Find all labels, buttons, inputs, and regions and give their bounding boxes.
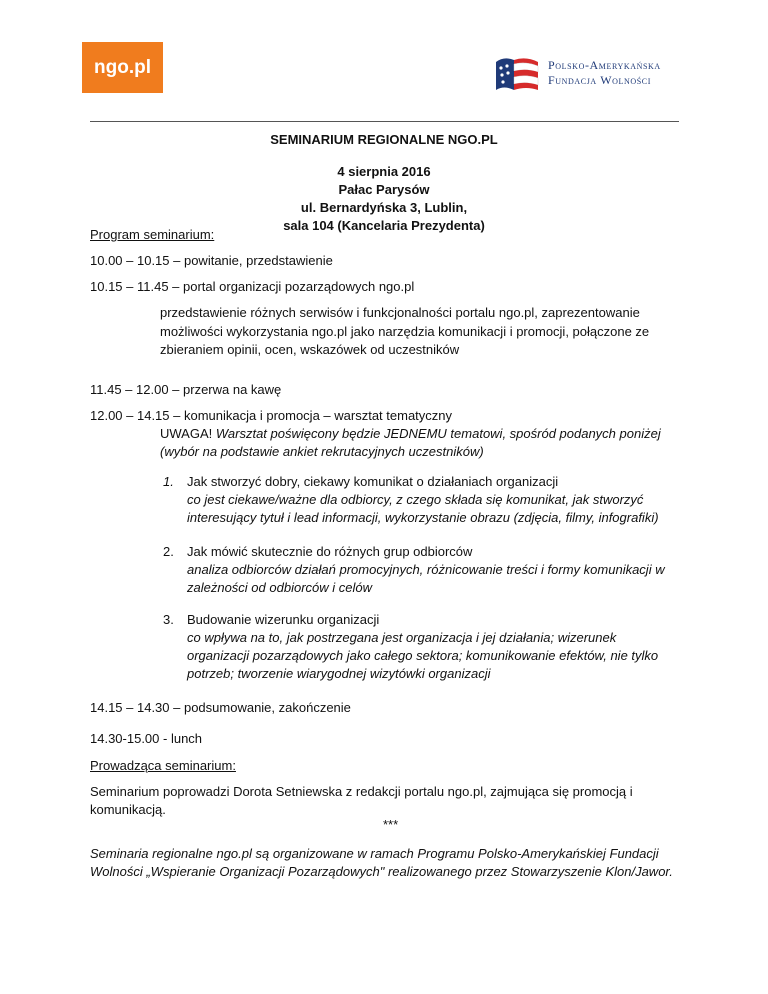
- topic-desc-line: organizacji pozarządowych jako całego sektora; komunikowanie efektów, nie tylko: [187, 648, 659, 663]
- paff-logo-text: [548, 58, 661, 88]
- program-label: Program seminarium:: [90, 227, 215, 242]
- warning-prefix: UWAGA!: [160, 426, 213, 441]
- host-text-line-2: komunikacją.: [90, 802, 166, 817]
- seminar-heading: SEMINARIUM REGIONALNE NGO.PL: [270, 132, 498, 147]
- warning-text: Warsztat poświęcony będzie JEDNEMU tematowi, spośród podanych poniżej: [212, 426, 661, 441]
- topic-number: 2.: [163, 544, 174, 559]
- seminar-venue: Pałac Parysów: [338, 182, 430, 197]
- topic-number: 1.: [163, 474, 174, 489]
- portal-desc-line: możliwości wykorzystania ngo.pl jako narzędzia komunikacji i promocji, połączone ze: [160, 324, 650, 339]
- topic-desc-line: analiza odbiorców działań promocyjnych, różnicowanie treści i formy komunikacji w: [187, 562, 665, 577]
- ngo-logo-text: ngo.pl: [94, 56, 151, 78]
- topic-desc-line: co wpływa na to, jak postrzegana jest organizacja i jej działania; wizerunek: [187, 630, 617, 645]
- header-divider: [90, 121, 679, 122]
- footer-note-line-2: Wolności „Wspieranie Organizacji Pozarządowych" realizowanego przez Stowarzyszenie Klon/Jawor.: [90, 864, 673, 879]
- topic-number: 3.: [163, 612, 174, 627]
- seminar-address: ul. Bernardyńska 3, Lublin,: [300, 200, 468, 215]
- seminar-room: sala 104 (Kancelaria Prezydenta): [283, 218, 485, 233]
- program-item-welcome: 10.00 – 10.15 – powitanie, przedstawienie: [90, 253, 333, 268]
- warning-text-line-2: (wybór na podstawie ankiet rekrutacyjnych uczestników): [160, 444, 484, 459]
- topic-desc-line: potrzeb; tworzenie wiarygodnej wizytówki organizacji: [187, 666, 491, 681]
- footer-note-line-1: Seminaria regionalne ngo.pl są organizowane w ramach Programu Polsko-Amerykańskiej Fundacji: [90, 846, 659, 861]
- topic-title: Jak stworzyć dobry, ciekawy komunikat o działaniach organizacji: [187, 474, 559, 489]
- topic-title: Jak mówić skutecznie do różnych grup odbiorców: [187, 544, 473, 559]
- host-label: Prowadząca seminarium:: [90, 758, 236, 773]
- program-item-portal: 10.15 – 11.45 – portal organizacji pozarządowych ngo.pl: [90, 279, 415, 294]
- topic-desc-line: zależności od odbiorców i celów: [187, 580, 372, 595]
- portal-desc-line: przedstawienie różnych serwisów i funkcjonalności portalu ngo.pl, zaprezentowanie: [160, 305, 640, 320]
- topic-desc-line: interesujący tytuł i lead informacji, wykorzystanie obrazu (zdjęcia, filmy, infografiki): [187, 510, 659, 525]
- program-item-coffee: 11.45 – 12.00 – przerwa na kawę: [90, 382, 282, 397]
- paff-logo: [492, 54, 692, 94]
- portal-desc-line: zbieraniem opinii, ocen, wskazówek od uczestników: [160, 342, 460, 357]
- paff-flag-emblem: [492, 54, 544, 94]
- section-separator: ***: [383, 817, 399, 832]
- host-text-line-1: Seminarium poprowadzi Dorota Setniewska z redakcji portalu ngo.pl, zajmująca się promocją i: [90, 784, 633, 799]
- topic-desc-line: co jest ciekawe/ważne dla odbiorcy, z czego składa się komunikat, jak stworzyć: [187, 492, 644, 507]
- program-item-workshop: 12.00 – 14.15 – komunikacja i promocja – warsztat tematyczny: [90, 408, 453, 423]
- seminar-date: 4 sierpnia 2016: [337, 164, 431, 179]
- topic-title: Budowanie wizerunku organizacji: [187, 612, 380, 627]
- program-item-summary: 14.15 – 14.30 – podsumowanie, zakończenie: [90, 700, 351, 715]
- program-item-lunch: 14.30-15.00 - lunch: [90, 731, 203, 746]
- paff-line-1: Polsko-Amerykańska: [548, 58, 661, 72]
- workshop-warning: [160, 426, 661, 441]
- ngo-logo: [82, 42, 163, 93]
- paff-line-2: Fundacja Wolności: [548, 73, 651, 87]
